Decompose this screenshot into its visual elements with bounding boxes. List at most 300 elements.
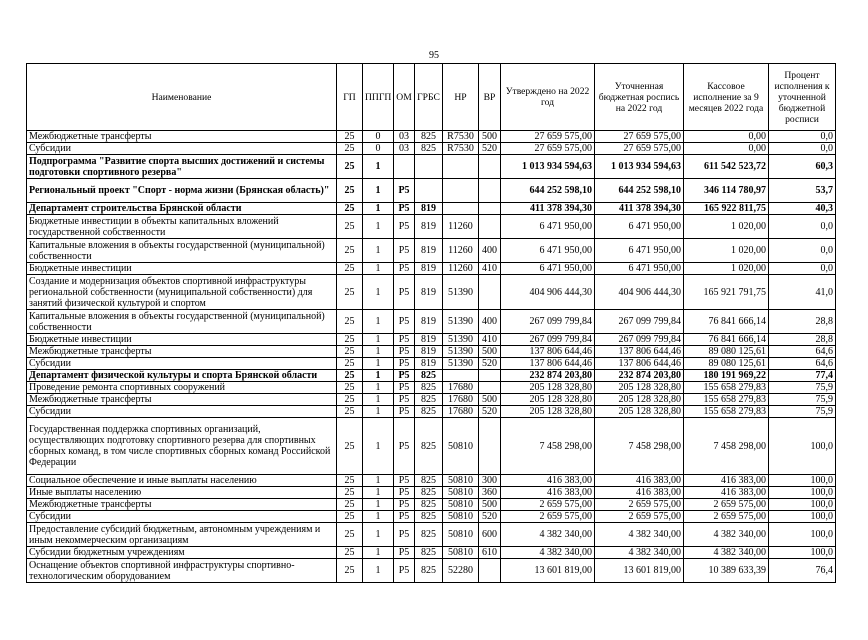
cell-approved: 411 378 394,30 [501,203,595,215]
cell-percent: 0,0 [769,143,836,155]
cell-np: 11260 [443,215,479,239]
cell-cash: 0,00 [684,143,769,155]
cell-ppgp: 1 [363,370,394,382]
cell-cash: 611 542 523,72 [684,155,769,179]
cell-refined: 644 252 598,10 [595,179,684,203]
cell-name: Социальное обеспечение и иные выплаты населению [27,475,337,487]
cell-refined: 27 659 575,00 [595,143,684,155]
table-row [27,310,836,334]
cell-grbs: 819 [415,263,443,275]
table-header-row [27,64,836,131]
cell-np [443,370,479,382]
cell-ppgp: 1 [363,203,394,215]
cell-refined: 4 382 340,00 [595,547,684,559]
cell-refined: 267 099 799,84 [595,310,684,334]
table-row [27,523,836,547]
table-row [27,511,836,523]
cell-np: R7530 [443,143,479,155]
cell-ppgp: 1 [363,487,394,499]
cell-grbs [415,179,443,203]
cell-approved: 416 383,00 [501,475,595,487]
cell-approved: 267 099 799,84 [501,334,595,346]
cell-gp: 25 [337,131,363,143]
cell-ppgp: 1 [363,310,394,334]
cell-om [394,155,415,179]
cell-ppgp: 1 [363,334,394,346]
cell-cash: 1 020,00 [684,239,769,263]
cell-gp: 25 [337,406,363,418]
cell-refined: 4 382 340,00 [595,523,684,547]
cell-percent: 100,0 [769,487,836,499]
cell-vr: 600 [479,523,501,547]
cell-name: Субсидии [27,406,337,418]
cell-np: 51390 [443,275,479,310]
cell-approved: 416 383,00 [501,487,595,499]
cell-vr: 400 [479,310,501,334]
cell-gp: 25 [337,394,363,406]
cell-percent: 41,0 [769,275,836,310]
header-percent: Процент исполнения к уточненной бюджетной росписи [769,64,836,131]
cell-vr: 500 [479,499,501,511]
cell-ppgp: 1 [363,239,394,263]
cell-approved: 404 906 444,30 [501,275,595,310]
cell-cash: 1 020,00 [684,215,769,239]
cell-refined: 27 659 575,00 [595,131,684,143]
cell-ppgp: 1 [363,155,394,179]
cell-name: Региональный проект "Спорт - норма жизни (Брянская область)" [27,179,337,203]
cell-name: Субсидии [27,511,337,523]
table-row [27,499,836,511]
cell-ppgp: 1 [363,263,394,275]
cell-grbs: 825 [415,394,443,406]
cell-grbs: 825 [415,406,443,418]
cell-np: 11260 [443,239,479,263]
cell-percent: 28,8 [769,334,836,346]
cell-vr [479,275,501,310]
cell-vr [479,559,501,583]
table-row [27,143,836,155]
cell-name: Субсидии [27,143,337,155]
cell-vr: 520 [479,143,501,155]
cell-om: P5 [394,275,415,310]
cell-approved: 27 659 575,00 [501,143,595,155]
cell-percent: 28,8 [769,310,836,334]
table-row [27,418,836,475]
cell-name: Департамент физической культуры и спорта Брянской области [27,370,337,382]
cell-name: Департамент строительства Брянской области [27,203,337,215]
cell-refined: 1 013 934 594,63 [595,155,684,179]
cell-gp: 25 [337,475,363,487]
cell-vr: 500 [479,131,501,143]
cell-refined: 6 471 950,00 [595,215,684,239]
cell-vr: 500 [479,394,501,406]
cell-grbs: 819 [415,275,443,310]
cell-refined: 232 874 203,80 [595,370,684,382]
table-row [27,239,836,263]
cell-approved: 1 013 934 594,63 [501,155,595,179]
table-row [27,487,836,499]
cell-gp: 25 [337,370,363,382]
cell-np: 51390 [443,310,479,334]
cell-ppgp: 1 [363,275,394,310]
cell-cash: 10 389 633,39 [684,559,769,583]
cell-np [443,179,479,203]
cell-refined: 2 659 575,00 [595,511,684,523]
cell-gp: 25 [337,487,363,499]
cell-vr [479,418,501,475]
cell-gp: 25 [337,418,363,475]
cell-name: Оснащение объектов спортивной инфраструктуры спортивно-технологическим оборудованием [27,559,337,583]
cell-om: 03 [394,131,415,143]
cell-gp: 25 [337,275,363,310]
cell-name: Проведение ремонта спортивных сооружений [27,382,337,394]
cell-gp: 25 [337,334,363,346]
cell-approved: 6 471 950,00 [501,263,595,275]
cell-np: 17680 [443,382,479,394]
cell-np: 17680 [443,406,479,418]
cell-gp: 25 [337,511,363,523]
cell-percent: 0,0 [769,263,836,275]
cell-name: Государственная поддержка спортивных организаций, осуществляющих подготовку спортивного резерва для спортивных сборных команд, в том числе спортивных сборных команд Российской Федерации [27,418,337,475]
cell-name: Бюджетные инвестиции в объекты капитальных вложений государственной собственности [27,215,337,239]
cell-om: P5 [394,475,415,487]
cell-om: P5 [394,523,415,547]
cell-ppgp: 1 [363,406,394,418]
cell-percent: 100,0 [769,547,836,559]
cell-percent: 76,4 [769,559,836,583]
cell-name: Бюджетные инвестиции [27,263,337,275]
cell-gp: 25 [337,155,363,179]
cell-om: P5 [394,203,415,215]
cell-grbs: 819 [415,334,443,346]
cell-grbs: 825 [415,499,443,511]
cell-name: Капитальные вложения в объекты государственной (муниципальной) собственности [27,239,337,263]
cell-grbs: 825 [415,475,443,487]
cell-cash: 76 841 666,14 [684,310,769,334]
cell-np: 50810 [443,487,479,499]
cell-gp: 25 [337,215,363,239]
cell-np: 11260 [443,263,479,275]
cell-percent: 75,9 [769,394,836,406]
cell-cash: 7 458 298,00 [684,418,769,475]
cell-approved: 4 382 340,00 [501,547,595,559]
cell-om: P5 [394,358,415,370]
cell-gp: 25 [337,310,363,334]
cell-refined: 7 458 298,00 [595,418,684,475]
cell-om: P5 [394,370,415,382]
cell-percent: 0,0 [769,239,836,263]
header-approved: Утверждено на 2022 год [501,64,595,131]
cell-ppgp: 1 [363,358,394,370]
cell-percent: 77,4 [769,370,836,382]
cell-vr [479,179,501,203]
cell-np [443,155,479,179]
cell-ppgp: 1 [363,418,394,475]
cell-cash: 0,00 [684,131,769,143]
cell-np: 50810 [443,523,479,547]
cell-grbs: 825 [415,511,443,523]
table-row [27,263,836,275]
cell-refined: 6 471 950,00 [595,263,684,275]
cell-om: P5 [394,382,415,394]
cell-gp: 25 [337,263,363,275]
cell-grbs: 819 [415,239,443,263]
header-name: Наименование [27,64,337,131]
header-refined: Уточненная бюджетная роспись на 2022 год [595,64,684,131]
cell-grbs: 819 [415,215,443,239]
header-np: НР [443,64,479,131]
cell-approved: 232 874 203,80 [501,370,595,382]
cell-np: 51390 [443,358,479,370]
cell-name: Создание и модернизация объектов спортивной инфраструктуры региональной собственности (муниципальной собственности) для занятий физической культурой и спортом [27,275,337,310]
cell-refined: 205 128 328,80 [595,382,684,394]
cell-percent: 100,0 [769,418,836,475]
cell-percent: 64,6 [769,346,836,358]
cell-grbs: 819 [415,203,443,215]
header-grbs: ГРБС [415,64,443,131]
cell-np: R7530 [443,131,479,143]
cell-om: P5 [394,215,415,239]
cell-approved: 6 471 950,00 [501,239,595,263]
cell-ppgp: 1 [363,499,394,511]
cell-name: Подпрограмма "Развитие спорта высших достижений и системы подготовки спортивного резерва" [27,155,337,179]
cell-grbs: 825 [415,487,443,499]
table-row [27,559,836,583]
cell-refined: 13 601 819,00 [595,559,684,583]
cell-vr [479,382,501,394]
cell-np [443,203,479,215]
cell-percent: 75,9 [769,382,836,394]
cell-np: 50810 [443,511,479,523]
table-row [27,547,836,559]
cell-gp: 25 [337,382,363,394]
cell-om: P5 [394,406,415,418]
cell-ppgp: 1 [363,511,394,523]
header-cash: Кассовое исполнение за 9 месяцев 2022 года [684,64,769,131]
cell-ppgp: 1 [363,382,394,394]
cell-percent: 40,3 [769,203,836,215]
page-number: 95 [429,50,439,61]
cell-approved: 6 471 950,00 [501,215,595,239]
cell-refined: 404 906 444,30 [595,275,684,310]
cell-name: Межбюджетные трансферты [27,346,337,358]
table-row [27,131,836,143]
cell-name: Межбюджетные трансферты [27,394,337,406]
cell-name: Капитальные вложения в объекты государственной (муниципальной) собственности [27,310,337,334]
header-vr: ВР [479,64,501,131]
cell-ppgp: 1 [363,559,394,583]
cell-vr [479,370,501,382]
cell-gp: 25 [337,358,363,370]
cell-vr: 610 [479,547,501,559]
cell-percent: 0,0 [769,215,836,239]
cell-percent: 100,0 [769,523,836,547]
table-row [27,275,836,310]
cell-grbs: 825 [415,131,443,143]
cell-ppgp: 0 [363,131,394,143]
cell-approved: 205 128 328,80 [501,406,595,418]
cell-name: Межбюджетные трансферты [27,499,337,511]
cell-grbs: 819 [415,358,443,370]
table-row [27,215,836,239]
cell-name: Иные выплаты населению [27,487,337,499]
cell-vr: 500 [479,346,501,358]
table-body [27,131,836,583]
cell-om: P5 [394,179,415,203]
cell-ppgp: 1 [363,475,394,487]
cell-grbs: 819 [415,310,443,334]
cell-approved: 7 458 298,00 [501,418,595,475]
cell-approved: 2 659 575,00 [501,511,595,523]
cell-cash: 155 658 279,83 [684,406,769,418]
cell-np: 50810 [443,418,479,475]
cell-np: 50810 [443,475,479,487]
cell-approved: 2 659 575,00 [501,499,595,511]
cell-ppgp: 1 [363,346,394,358]
cell-np: 52280 [443,559,479,583]
cell-grbs: 825 [415,370,443,382]
cell-om: P5 [394,547,415,559]
cell-vr: 360 [479,487,501,499]
cell-percent: 100,0 [769,511,836,523]
cell-vr: 410 [479,263,501,275]
cell-om: P5 [394,418,415,475]
cell-approved: 27 659 575,00 [501,131,595,143]
cell-cash: 4 382 340,00 [684,523,769,547]
cell-gp: 25 [337,559,363,583]
cell-approved: 205 128 328,80 [501,394,595,406]
cell-np: 17680 [443,394,479,406]
cell-vr: 520 [479,511,501,523]
cell-grbs: 825 [415,559,443,583]
cell-gp: 25 [337,346,363,358]
cell-ppgp: 1 [363,394,394,406]
cell-om: P5 [394,559,415,583]
cell-gp: 25 [337,203,363,215]
cell-name: Субсидии бюджетным учреждениям [27,547,337,559]
header-gp: ГП [337,64,363,131]
cell-grbs: 819 [415,346,443,358]
cell-name: Предоставление субсидий бюджетным, автономным учреждениям и иным некоммерческим организациям [27,523,337,547]
cell-refined: 411 378 394,30 [595,203,684,215]
cell-percent: 53,7 [769,179,836,203]
cell-refined: 2 659 575,00 [595,499,684,511]
cell-approved: 205 128 328,80 [501,382,595,394]
cell-cash: 89 080 125,61 [684,358,769,370]
cell-vr: 520 [479,406,501,418]
table-row [27,394,836,406]
cell-cash: 416 383,00 [684,475,769,487]
cell-cash: 165 921 791,75 [684,275,769,310]
cell-approved: 267 099 799,84 [501,310,595,334]
cell-gp: 25 [337,143,363,155]
cell-cash: 165 922 811,75 [684,203,769,215]
cell-refined: 205 128 328,80 [595,394,684,406]
cell-om: P5 [394,239,415,263]
cell-np: 51390 [443,334,479,346]
cell-ppgp: 1 [363,179,394,203]
cell-om: P5 [394,310,415,334]
cell-np: 51390 [443,346,479,358]
cell-vr: 410 [479,334,501,346]
cell-gp: 25 [337,179,363,203]
cell-vr: 400 [479,239,501,263]
cell-om: P5 [394,499,415,511]
budget-table [26,63,836,583]
cell-cash: 2 659 575,00 [684,499,769,511]
cell-grbs: 825 [415,143,443,155]
cell-cash: 416 383,00 [684,487,769,499]
cell-ppgp: 0 [363,143,394,155]
cell-percent: 75,9 [769,406,836,418]
cell-gp: 25 [337,499,363,511]
cell-cash: 180 191 969,22 [684,370,769,382]
table-row [27,179,836,203]
cell-om: P5 [394,394,415,406]
table-row [27,334,836,346]
table-row [27,358,836,370]
cell-percent: 60,3 [769,155,836,179]
header-ppgp: ППГП [363,64,394,131]
cell-om: P5 [394,263,415,275]
cell-ppgp: 1 [363,523,394,547]
cell-refined: 205 128 328,80 [595,406,684,418]
cell-percent: 64,6 [769,358,836,370]
table-row [27,475,836,487]
cell-om: P5 [394,487,415,499]
cell-vr [479,215,501,239]
table-row [27,370,836,382]
header-om: ОМ [394,64,415,131]
cell-grbs [415,155,443,179]
cell-name: Субсидии [27,358,337,370]
cell-grbs: 825 [415,547,443,559]
cell-refined: 137 806 644,46 [595,358,684,370]
cell-percent: 100,0 [769,499,836,511]
cell-ppgp: 1 [363,547,394,559]
cell-ppgp: 1 [363,215,394,239]
cell-refined: 137 806 644,46 [595,346,684,358]
cell-grbs: 825 [415,523,443,547]
cell-om: 03 [394,143,415,155]
cell-vr [479,155,501,179]
cell-vr: 520 [479,358,501,370]
cell-cash: 155 658 279,83 [684,394,769,406]
cell-grbs: 825 [415,382,443,394]
cell-approved: 137 806 644,46 [501,358,595,370]
cell-name: Межбюджетные трансферты [27,131,337,143]
cell-refined: 416 383,00 [595,475,684,487]
table-row [27,346,836,358]
cell-gp: 25 [337,239,363,263]
cell-cash: 1 020,00 [684,263,769,275]
cell-cash: 346 114 780,97 [684,179,769,203]
cell-om: P5 [394,511,415,523]
table-row [27,382,836,394]
cell-approved: 4 382 340,00 [501,523,595,547]
cell-om: P5 [394,334,415,346]
cell-refined: 416 383,00 [595,487,684,499]
cell-percent: 0,0 [769,131,836,143]
cell-vr: 300 [479,475,501,487]
cell-refined: 267 099 799,84 [595,334,684,346]
table-row [27,203,836,215]
cell-np: 50810 [443,499,479,511]
table-row [27,155,836,179]
cell-om: P5 [394,346,415,358]
cell-name: Бюджетные инвестиции [27,334,337,346]
cell-refined: 6 471 950,00 [595,239,684,263]
